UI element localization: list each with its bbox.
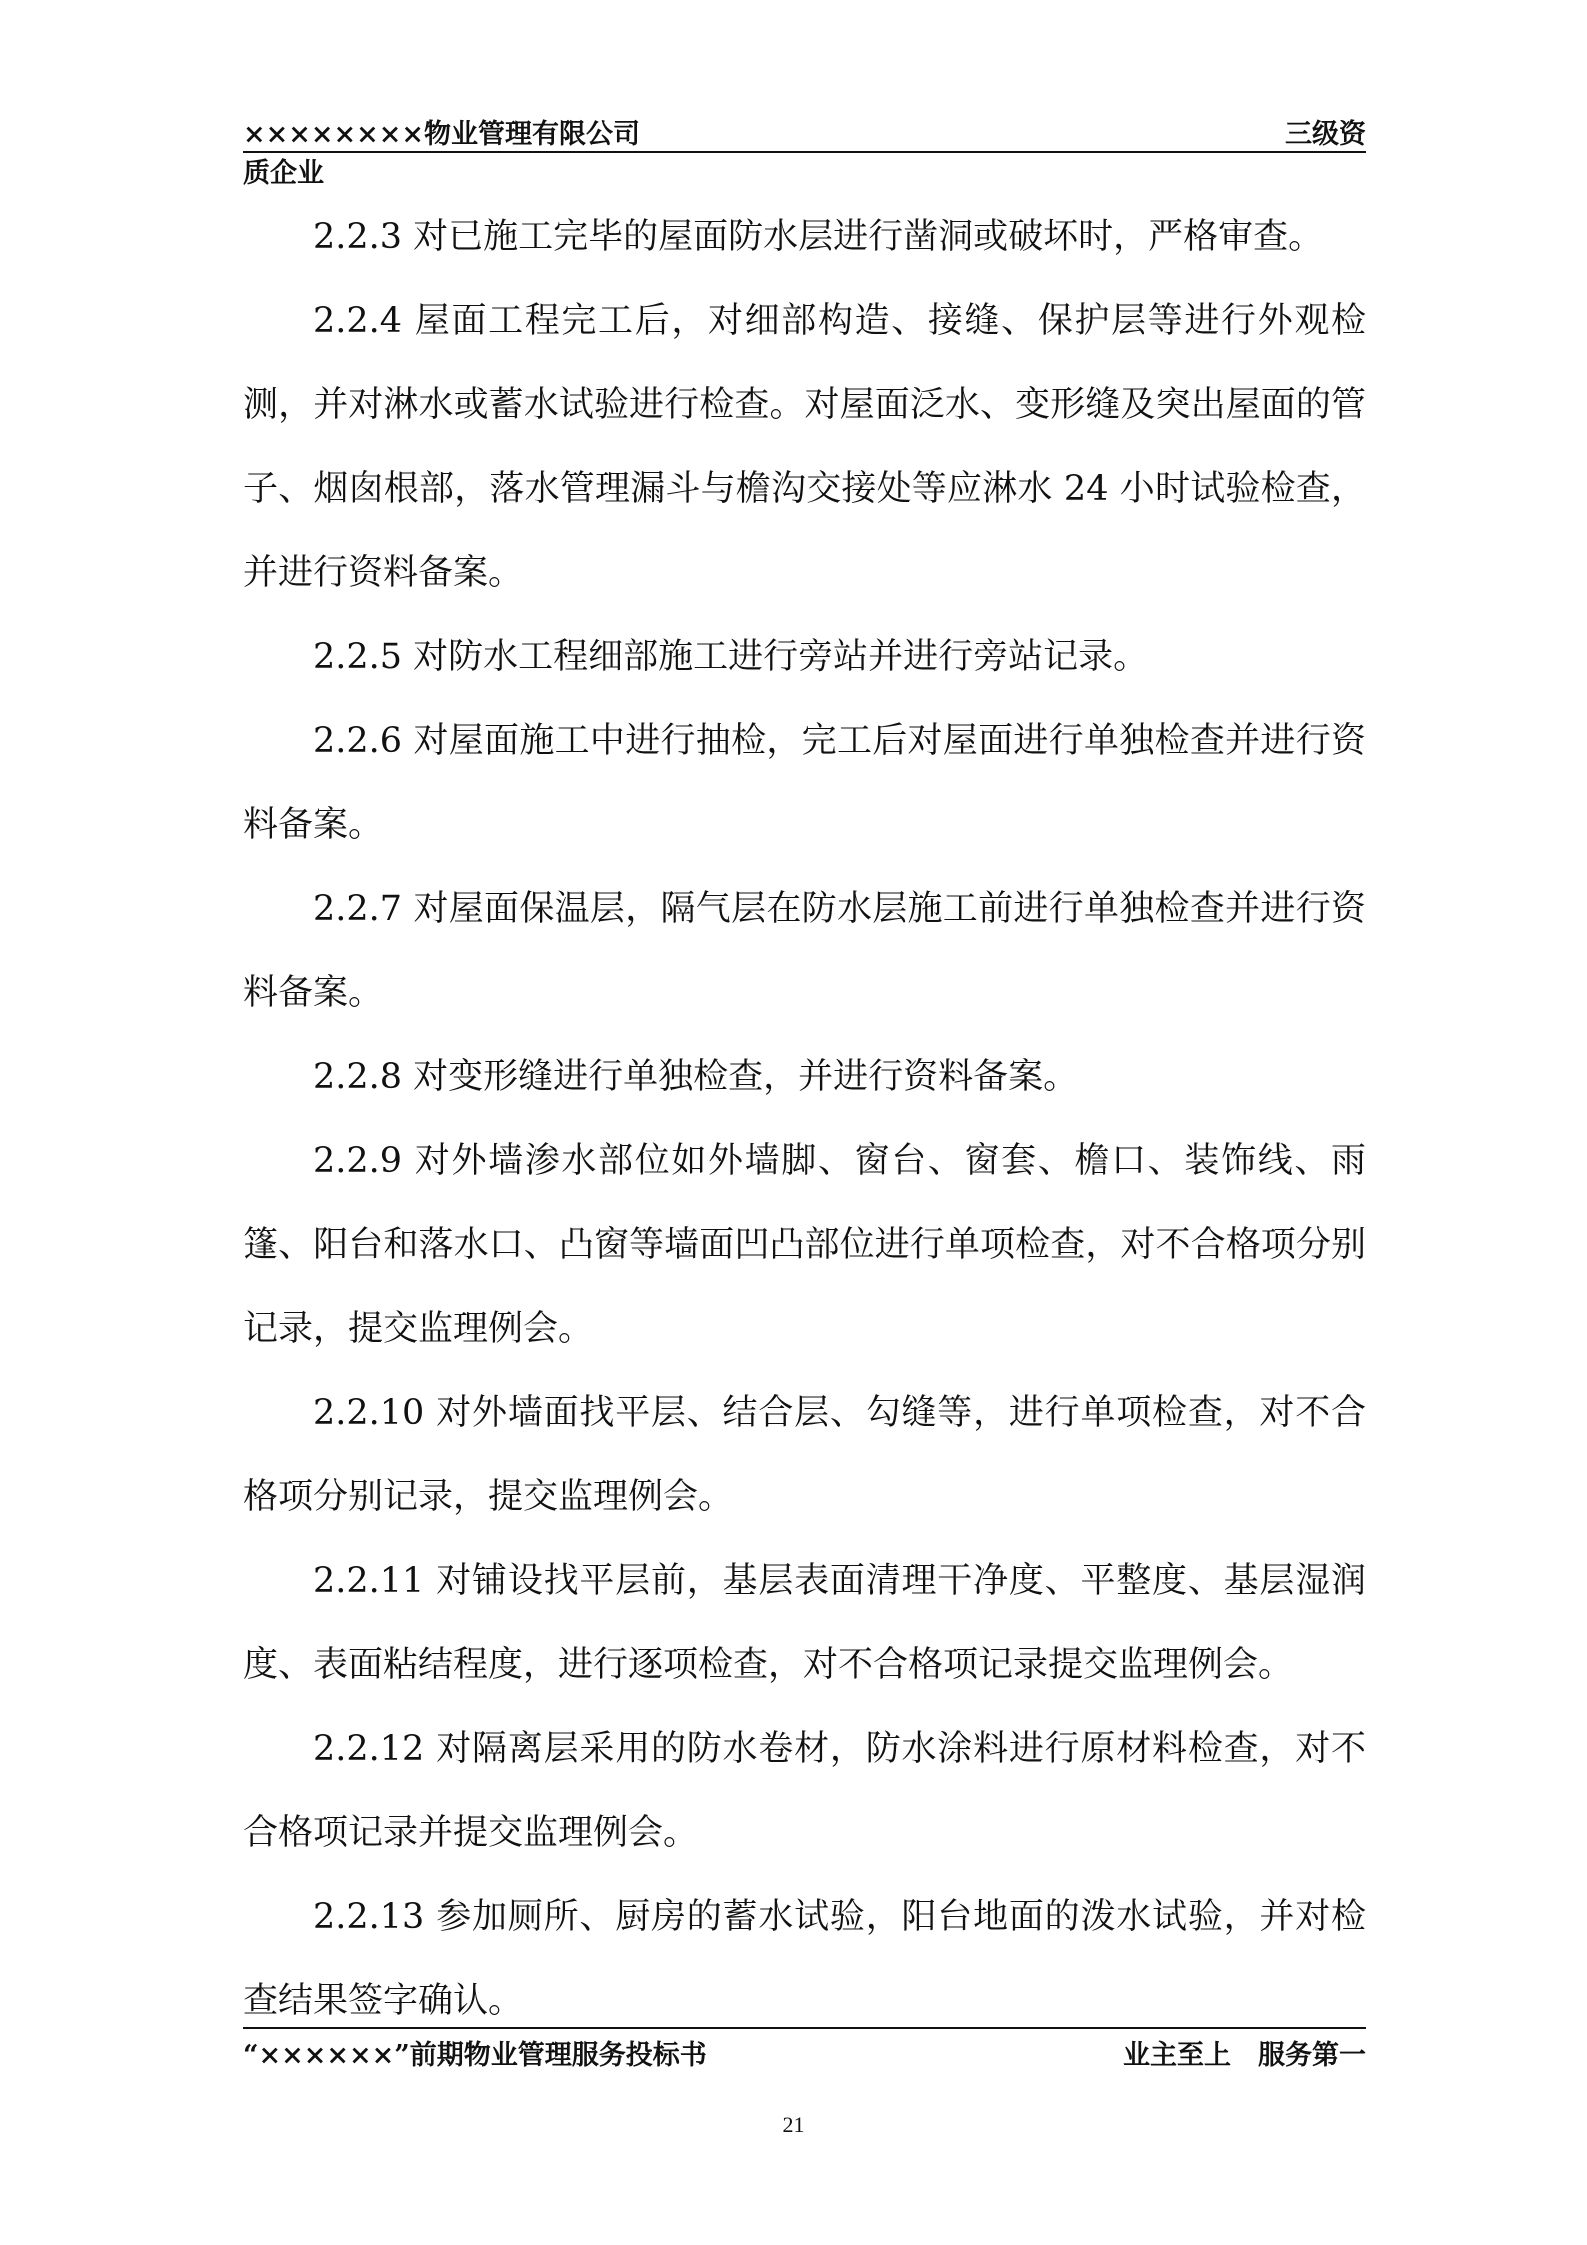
page-header	[243, 108, 1366, 150]
paragraph-2-2-12: 2.2.12 对隔离层采用的防水卷材，防水涂料进行原材料检查，对不合格项记录并提交监理例会。	[243, 1729, 1366, 1853]
paragraph-2-2-13: 2.2.13 参加厕所、厨房的蓄水试验，阳台地面的泼水试验，并对检查结果签字确认。	[243, 1897, 1366, 2021]
paragraph-2-2-8: 2.2.8 对变形缝进行单独检查，并进行资料备案。	[313, 1057, 1079, 1097]
footer-divider	[243, 2027, 1366, 2029]
header-company-name: ××××××××物业管理有限公司	[243, 119, 640, 150]
page-number: 21	[782, 2112, 805, 2137]
footer-document-title: “××××××”前期物业管理服务投标书	[243, 2040, 707, 2071]
page-footer	[243, 2033, 1366, 2079]
paragraph-2-2-6: 2.2.6 对屋面施工中进行抽检，完工后对屋面进行单独检查并进行资料备案。	[243, 721, 1366, 845]
paragraph-2-2-10: 2.2.10 对外墙面找平层、结合层、勾缝等，进行单项检查，对不合格项分别记录，提交监理例会。	[243, 1393, 1366, 1517]
header-qualification: 三级资	[1285, 119, 1366, 150]
paragraph-2-2-7: 2.2.7 对屋面保温层，隔气层在防水层施工前进行单独检查并进行资料备案。	[243, 889, 1366, 1013]
paragraph-2-2-9: 2.2.9 对外墙渗水部位如外墙脚、窗台、窗套、檐口、装饰线、雨篷、阳台和落水口、凸窗等墙面凹凸部位进行单项检查，对不合格项分别记录，提交监理例会。	[243, 1141, 1366, 1349]
paragraph-2-2-5: 2.2.5 对防水工程细部施工进行旁站并进行旁站记录。	[313, 637, 1149, 677]
header-divider	[243, 151, 1366, 153]
paragraph-2-2-4: 2.2.4 屋面工程完工后，对细部构造、接缝、保护层等进行外观检测，并对淋水或蓄水试验进行检查。对屋面泛水、变形缝及突出屋面的管子、烟囱根部，落水管理漏斗与檐沟交接处等应淋水 24 小时试验检查，并进行资料备案。	[243, 301, 1366, 593]
footer-slogan: 业主至上 服务第一	[1123, 2040, 1366, 2071]
paragraph-2-2-3: 2.2.3 对已施工完毕的屋面防水层进行凿洞或破坏时，严格审查。	[313, 217, 1324, 257]
header-qualification-continued: 质企业	[243, 158, 324, 189]
paragraph-2-2-11: 2.2.11 对铺设找平层前，基层表面清理干净度、平整度、基层湿润度、表面粘结程度，进行逐项检查，对不合格项记录提交监理例会。	[243, 1561, 1366, 1685]
document-body	[243, 195, 1366, 2043]
